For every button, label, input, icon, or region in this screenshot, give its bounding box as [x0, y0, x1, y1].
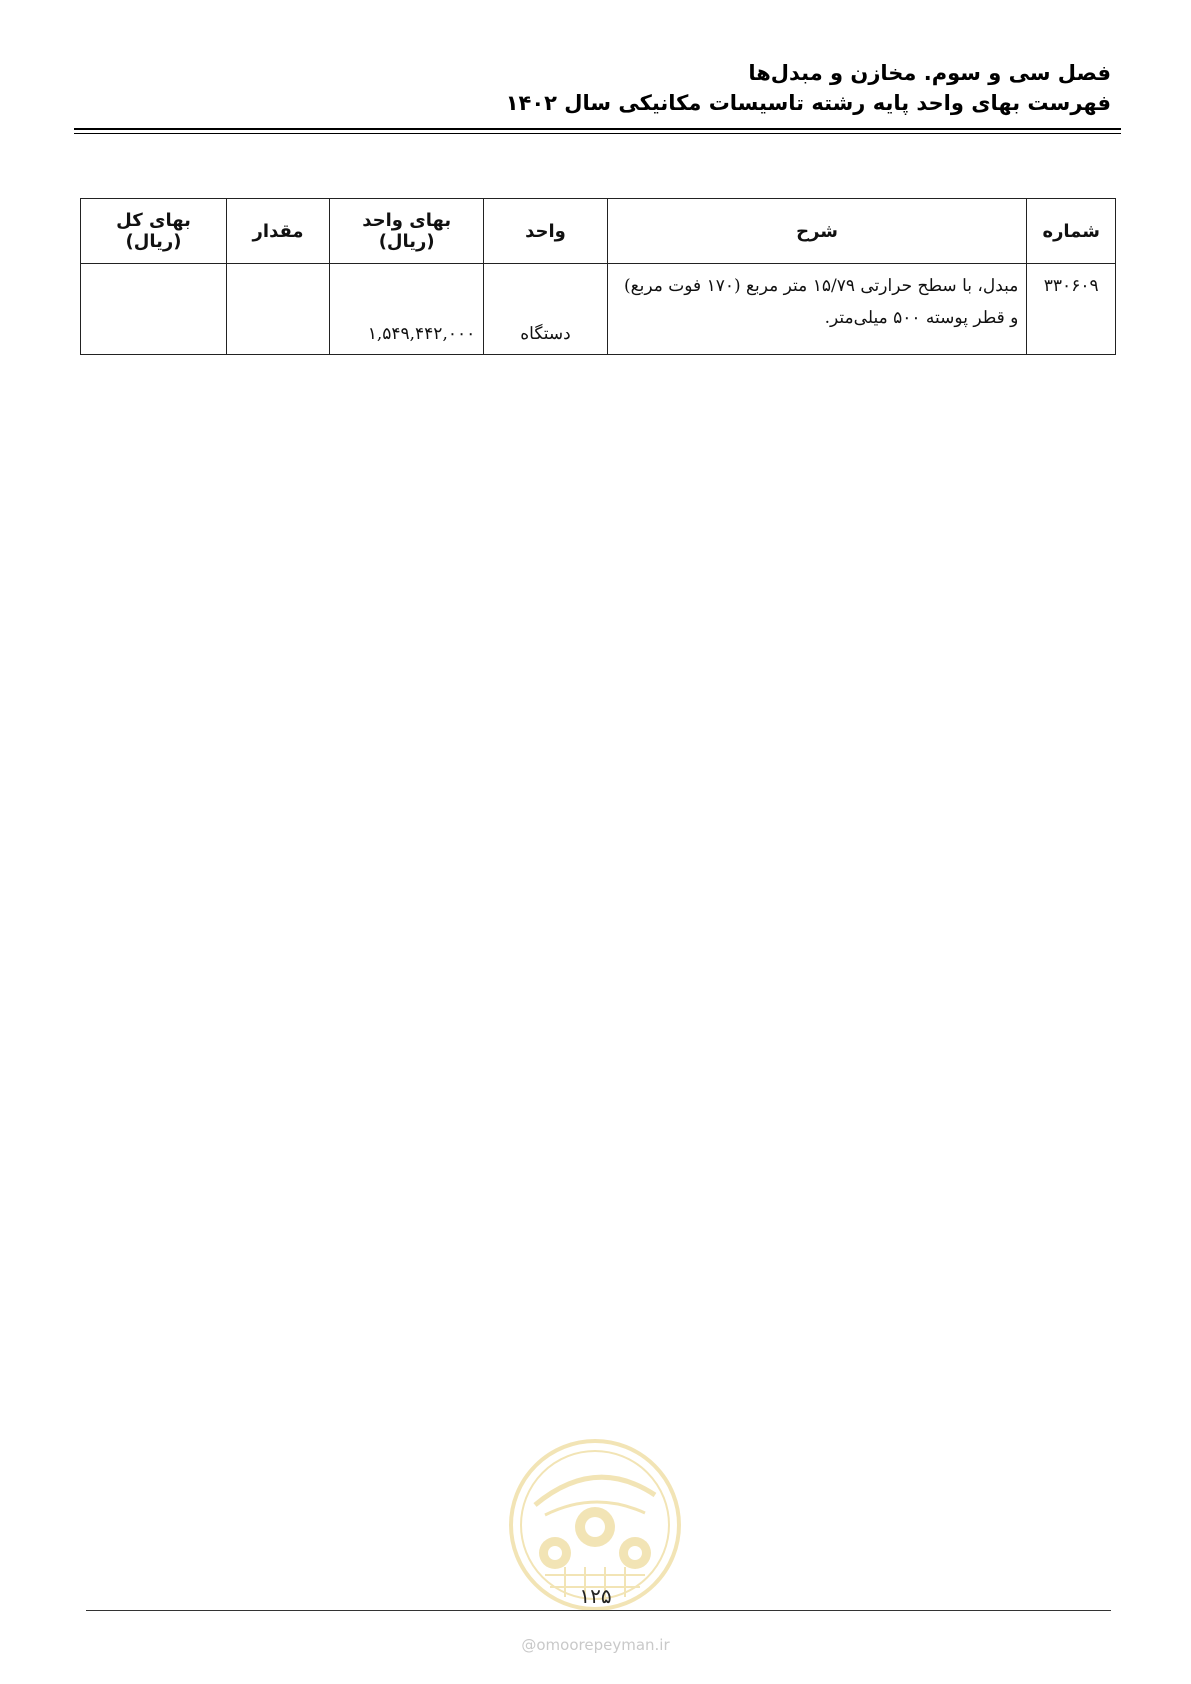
list-title: فهرست بهای واحد پایه رشته تاسیسات مکانیکی سال ۱۴۰۲ [505, 91, 1111, 115]
row-number: ۳۳۰۶۰۹ [1027, 264, 1116, 355]
header-divider [74, 128, 1121, 134]
header-total-price: بهای کل (ریال) [81, 199, 227, 264]
website-watermark[interactable]: @omoorepeyman.ir [521, 1636, 670, 1654]
header-number: شماره [1027, 199, 1116, 264]
table-header-row [81, 199, 1116, 264]
row-total-price [81, 264, 227, 355]
header-quantity: مقدار [227, 199, 330, 264]
table-row [81, 264, 1116, 355]
footer-divider [86, 1610, 1111, 1611]
header-description: شرح [607, 199, 1027, 264]
page-number: ۱۲۵ [579, 1584, 612, 1608]
header-unit-price: بهای واحد (ریال) [330, 199, 484, 264]
price-list-table [80, 198, 1116, 355]
row-unit: دستگاه [484, 264, 607, 355]
row-quantity[interactable] [227, 264, 330, 355]
header-unit: واحد [484, 199, 607, 264]
row-unit-price: ۱,۵۴۹,۴۴۲,۰۰۰ [330, 264, 484, 355]
row-description: مبدل، با سطح حرارتی ۱۵/۷۹ متر مربع (۱۷۰ فوت مربع) و قطر پوسته ۵۰۰ میلی‌متر. [607, 264, 1027, 355]
chapter-title: فصل سی و سوم. مخازن و مبدل‌ها [748, 61, 1111, 85]
page-header [71, 58, 1111, 118]
